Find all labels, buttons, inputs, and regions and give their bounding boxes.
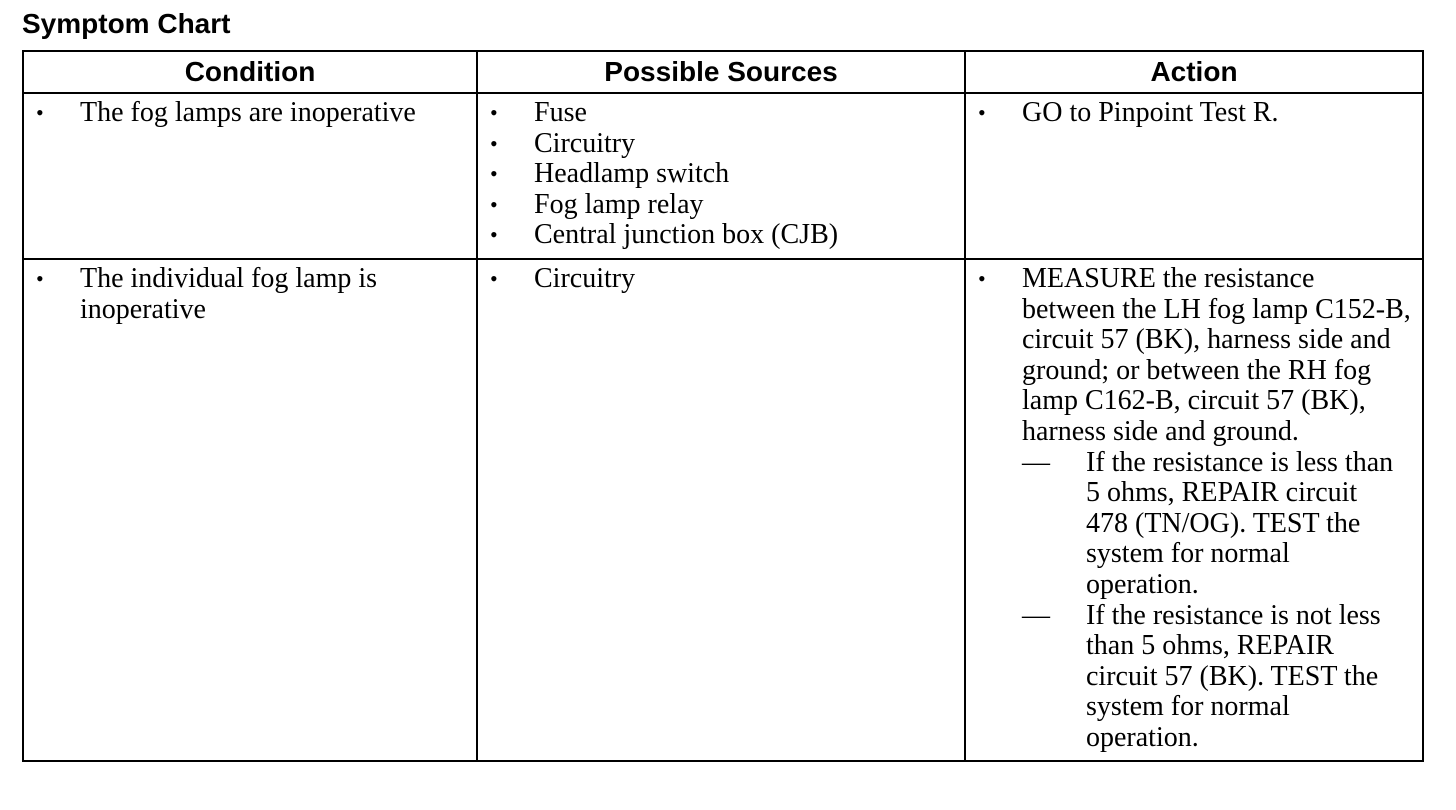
condition-cell: [23, 93, 477, 259]
source-text: Fog lamp relay: [534, 188, 704, 220]
action-text: GO to Pinpoint Test R.: [1022, 97, 1279, 128]
source-text: Central junction box (CJB): [534, 219, 839, 251]
bullet-icon: •: [490, 222, 498, 248]
dash-icon: —: [1022, 446, 1050, 478]
source-text: Headlamp switch: [534, 158, 730, 190]
action-cell: [965, 259, 1423, 761]
source-item: [478, 98, 964, 129]
bullet-icon: •: [490, 266, 498, 291]
source-item: [478, 159, 964, 190]
source-text: Fuse: [534, 97, 587, 128]
source-text: Circuitry: [534, 127, 636, 159]
action-cell: [965, 93, 1423, 259]
source-item: [478, 220, 964, 251]
page-title: Symptom Chart: [22, 8, 231, 39]
table-row: [23, 93, 1423, 259]
action-item: [966, 264, 1422, 754]
source-text: Circuitry: [534, 263, 636, 294]
sources-cell: [477, 93, 965, 259]
bullet-icon: •: [490, 130, 498, 156]
bullet-icon: •: [490, 100, 498, 125]
action-subitem-text: If the resistance is less than 5 ohms, REPAIR circuit 478 (TN/OG). TEST the system for normal operation.: [1086, 446, 1394, 600]
bullet-icon: •: [978, 266, 986, 291]
action-header: Action: [965, 51, 1423, 93]
condition-header: Condition: [23, 51, 477, 93]
condition-cell: [23, 259, 477, 761]
condition-item: [24, 98, 476, 129]
symptom-table: [22, 50, 1424, 762]
condition-item: [24, 264, 476, 325]
bullet-icon: •: [490, 191, 498, 217]
sources-cell: [477, 259, 965, 761]
action-text: MEASURE the resistance between the LH fog lamp C152-B, circuit 57 (BK), harness side and ground; or between the RH fog lamp C162-B, circuit 57 (BK), harness side and ground.: [1022, 263, 1411, 447]
table-row: [23, 259, 1423, 761]
action-subitem: [1022, 601, 1412, 754]
action-subitem-text: If the resistance is not less than 5 ohms, REPAIR circuit 57 (BK). TEST the system for normal operation.: [1086, 599, 1381, 753]
action-item: [966, 98, 1422, 129]
dash-icon: —: [1022, 599, 1050, 631]
action-subitem: [1022, 448, 1412, 601]
source-item: [478, 129, 964, 160]
possible-sources-header: Possible Sources: [477, 51, 965, 93]
source-item: [478, 190, 964, 221]
condition-text: The fog lamps are inoperative: [80, 97, 416, 128]
bullet-icon: •: [978, 100, 986, 125]
bullet-icon: •: [490, 161, 498, 187]
header-row: [23, 51, 1423, 93]
source-item: [478, 264, 964, 295]
bullet-icon: •: [36, 100, 44, 125]
bullet-icon: •: [36, 266, 44, 291]
condition-text: The individual fog lamp is inoperative: [80, 263, 378, 325]
